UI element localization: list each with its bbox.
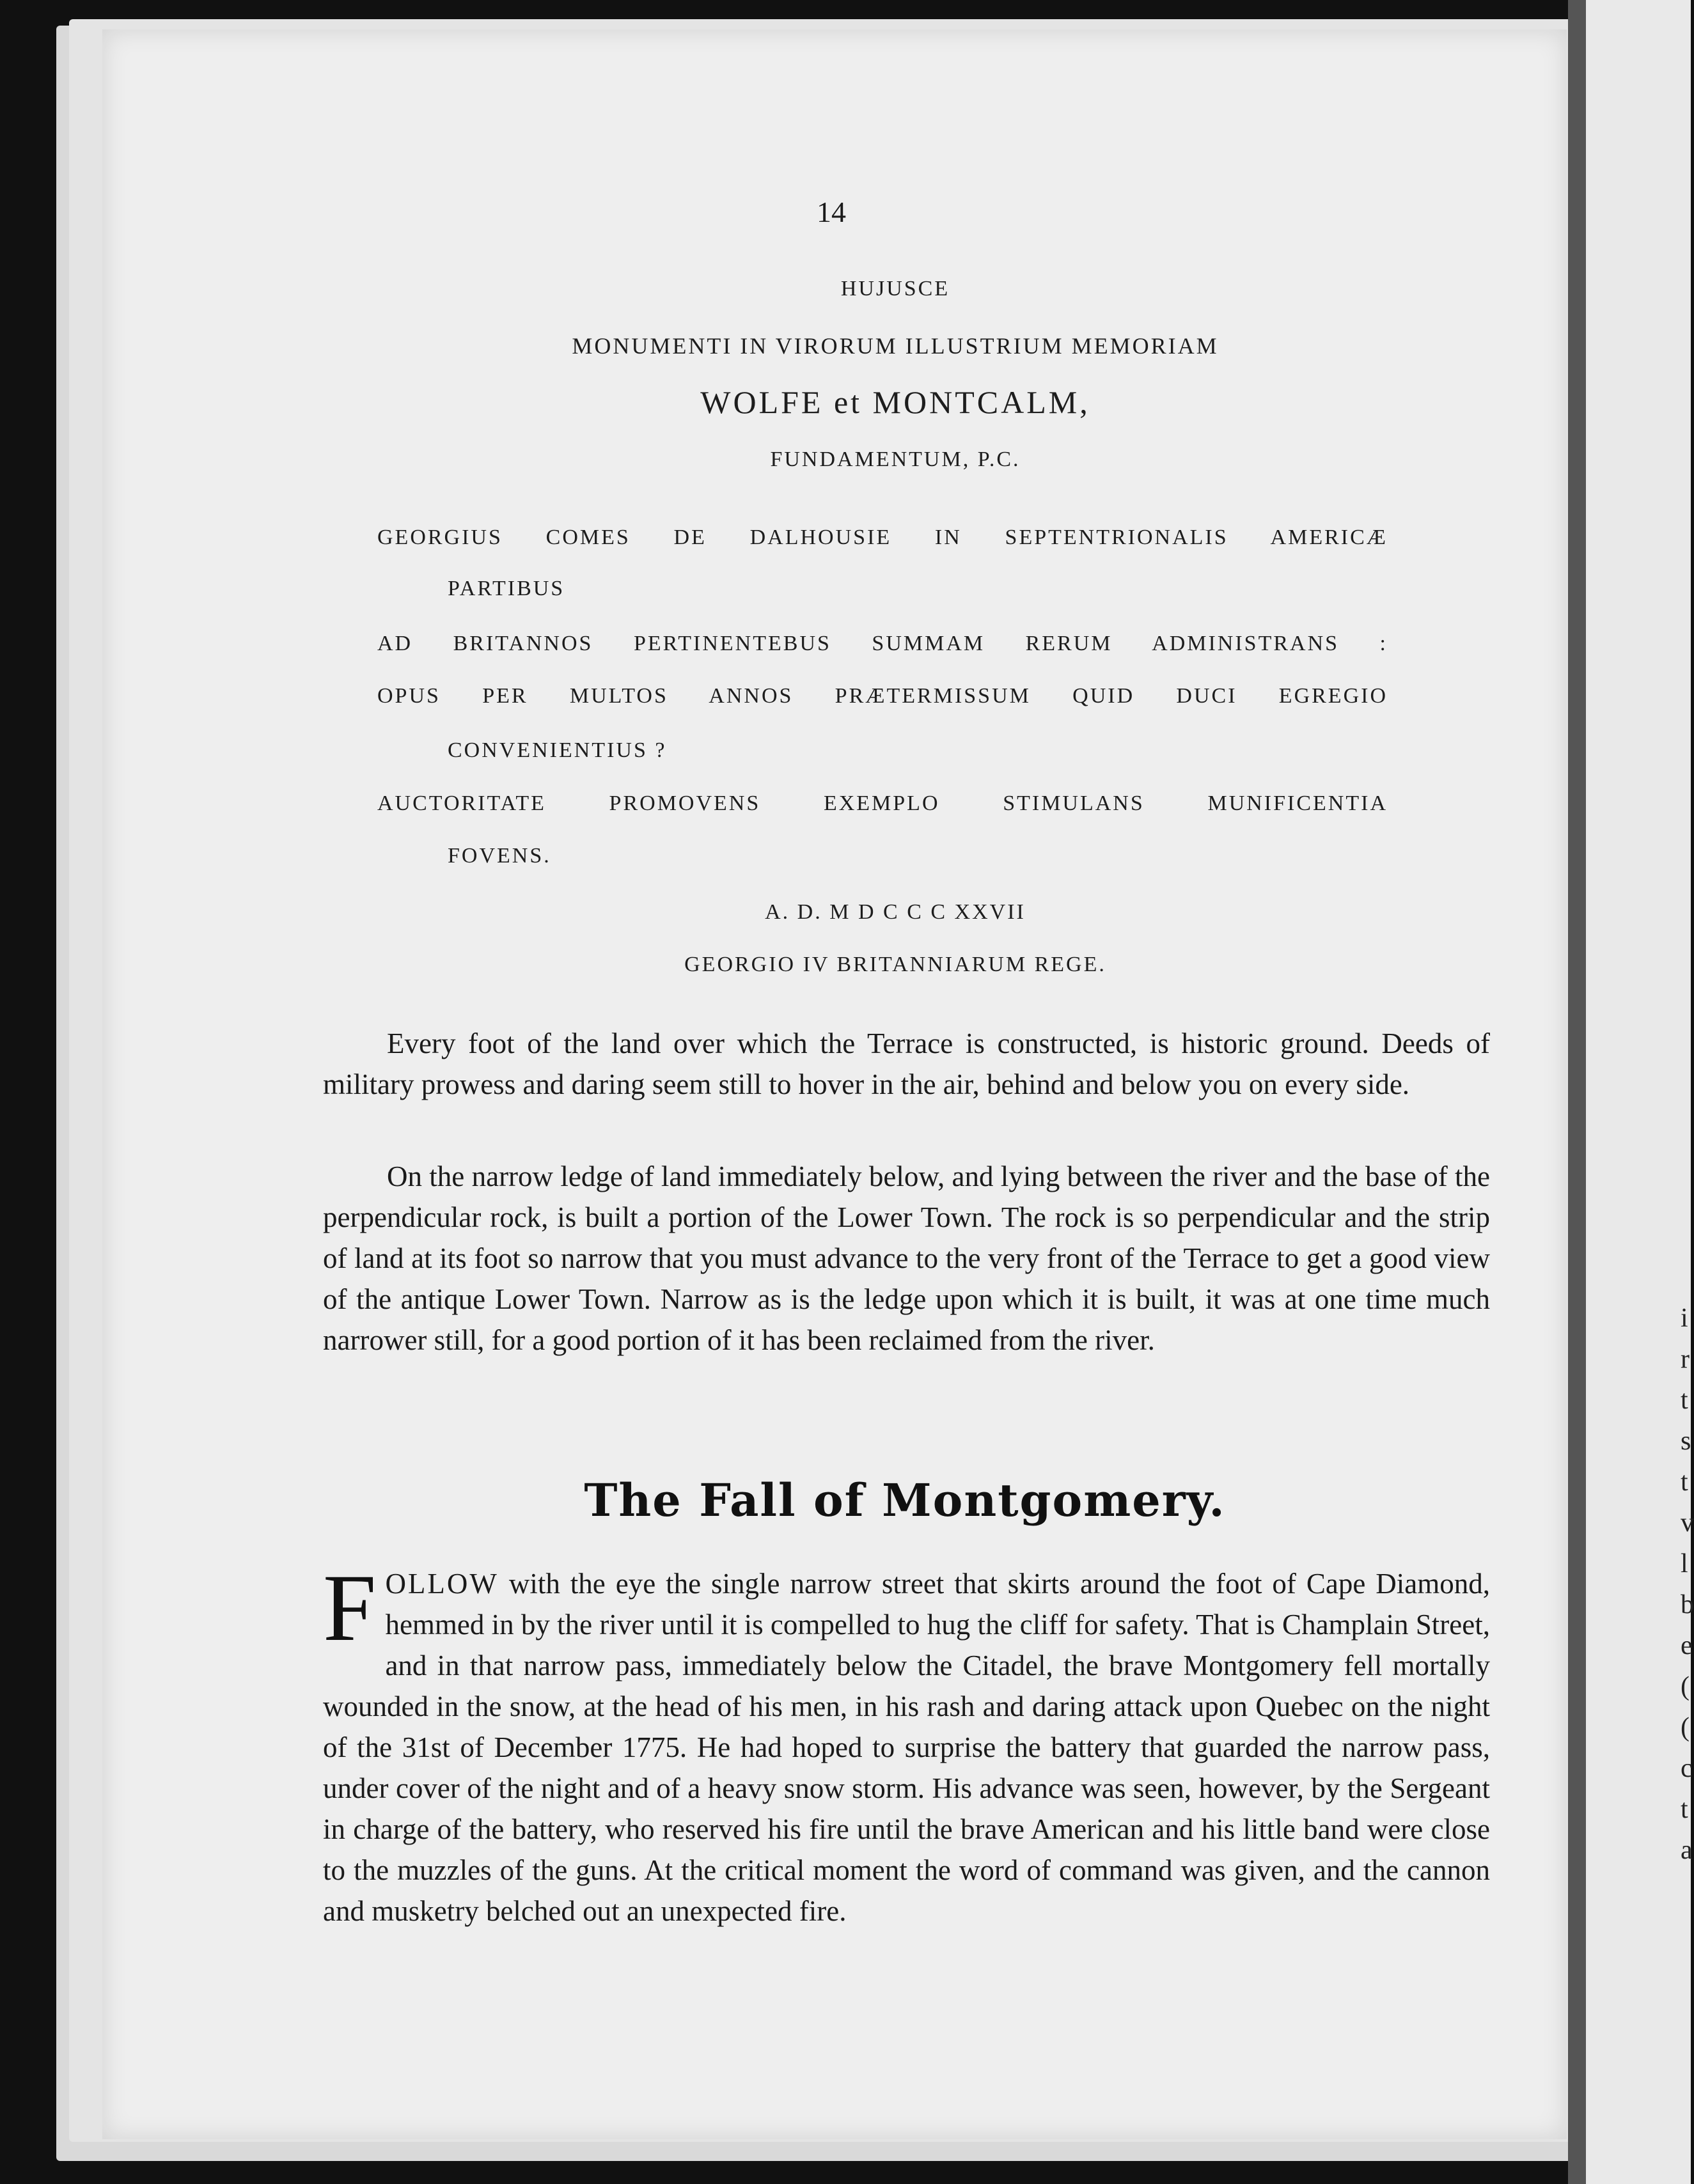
facing-page-letter: c <box>1681 1754 1693 1783</box>
facing-page-letter: s <box>1681 1426 1691 1456</box>
facing-page-letter: t <box>1681 1467 1688 1497</box>
facing-page-letter: l <box>1681 1549 1688 1579</box>
facing-page-letter: t <box>1681 1795 1688 1824</box>
paragraph-terrace: Every foot of the land over which the Terrace is constructed, is historic ground. Deeds of military prowess and daring seem still to hover in the air, behind and below you on every side. <box>323 1027 1490 1100</box>
facing-page-letter: b <box>1681 1590 1694 1619</box>
facing-page-letter: i <box>1681 1304 1688 1333</box>
section-heading: The Fall of Montgomery. <box>584 1474 1226 1527</box>
facing-page-letter: t <box>1681 1385 1688 1415</box>
inscription-body-line: PARTIBUS <box>448 577 565 600</box>
facing-page-letter: a <box>1681 1836 1693 1865</box>
inscription-line-1: HUJUSCE <box>840 277 950 300</box>
inscription-body-line: FOVENS. <box>448 844 551 868</box>
inscription-body-line: OPUS PER MULTOS ANNOS PRÆTERMISSUM QUID DUCI EGREGIO <box>377 684 1388 708</box>
facing-page-letter: ( <box>1681 1672 1690 1701</box>
section-text: with the eye the single narrow street that skirts around the foot of Cape Diamond, hemmed in by the river until it is compelled to hug the cliff for safety. That is Champlain Street, and in that narrow pass, immediately below the Citadel, the brave Montgomery fell mortally wounded in the snow, at the head of his men, in his rash and daring attack upon Quebec on the night of the 31st of December 1775. He had hoped to surprise the battery that guarded the narrow pass, under cover of the night and of a heavy snow storm. His advance was seen, however, by the Sergeant in charge of the battery, who reserved his fire until the brave American and his little band were close to the muzzles of the guns. At the critical moment the word of command was given, and the cannon and musketry belched out an unexpected fire. <box>323 1568 1490 1927</box>
inscription-line-3: WOLFE et MONTCALM, <box>700 384 1090 420</box>
inscription-body-line: AD BRITANNOS PERTINENTEBUS SUMMAM RERUM ADMINISTRANS : <box>377 632 1388 655</box>
inscription-line-4: FUNDAMENTUM, P.C. <box>770 448 1021 471</box>
facing-page-letter: r <box>1681 1345 1690 1374</box>
facing-page-letter: e <box>1681 1631 1693 1660</box>
inscription-line-2: MONUMENTI IN VIRORUM ILLUSTRIUM MEMORIAM <box>572 333 1219 359</box>
inscription-body-line: CONVENIENTIUS ? <box>448 738 667 762</box>
inscription-body-line: GEORGIUS COMES DE DALHOUSIE IN SEPTENTRIONALIS AMERICÆ <box>377 526 1388 549</box>
section-body <box>323 1555 1490 1931</box>
drop-cap: F <box>323 1555 377 1661</box>
facing-page-letter: ( <box>1681 1713 1690 1742</box>
first-word: OLLOW <box>385 1568 499 1600</box>
inscription-body-line: AUCTORITATE PROMOVENS EXEMPLO STIMULANS MUNIFICENTIA <box>377 792 1388 815</box>
inscription-king: GEORGIO IV BRITANNIARUM REGE. <box>684 953 1106 976</box>
facing-page-letter: v <box>1681 1508 1694 1538</box>
paragraph-lower-town: On the narrow ledge of land immediately below, and lying between the river and the base of the perpendicular rock, is built a portion of the Lower Town. The rock is so perpendicular and the strip of land at its foot so narrow that you must advance to the very front of the Terrace to get a good view of the antique Lower Town. Narrow as is the ledge upon which it is built, it was at one time much narrower still, for a good portion of it has been reclaimed from the river. <box>323 1160 1490 1356</box>
inscription-date: A. D. M D C C C XXVII <box>765 900 1026 924</box>
page-number: 14 <box>817 196 846 228</box>
